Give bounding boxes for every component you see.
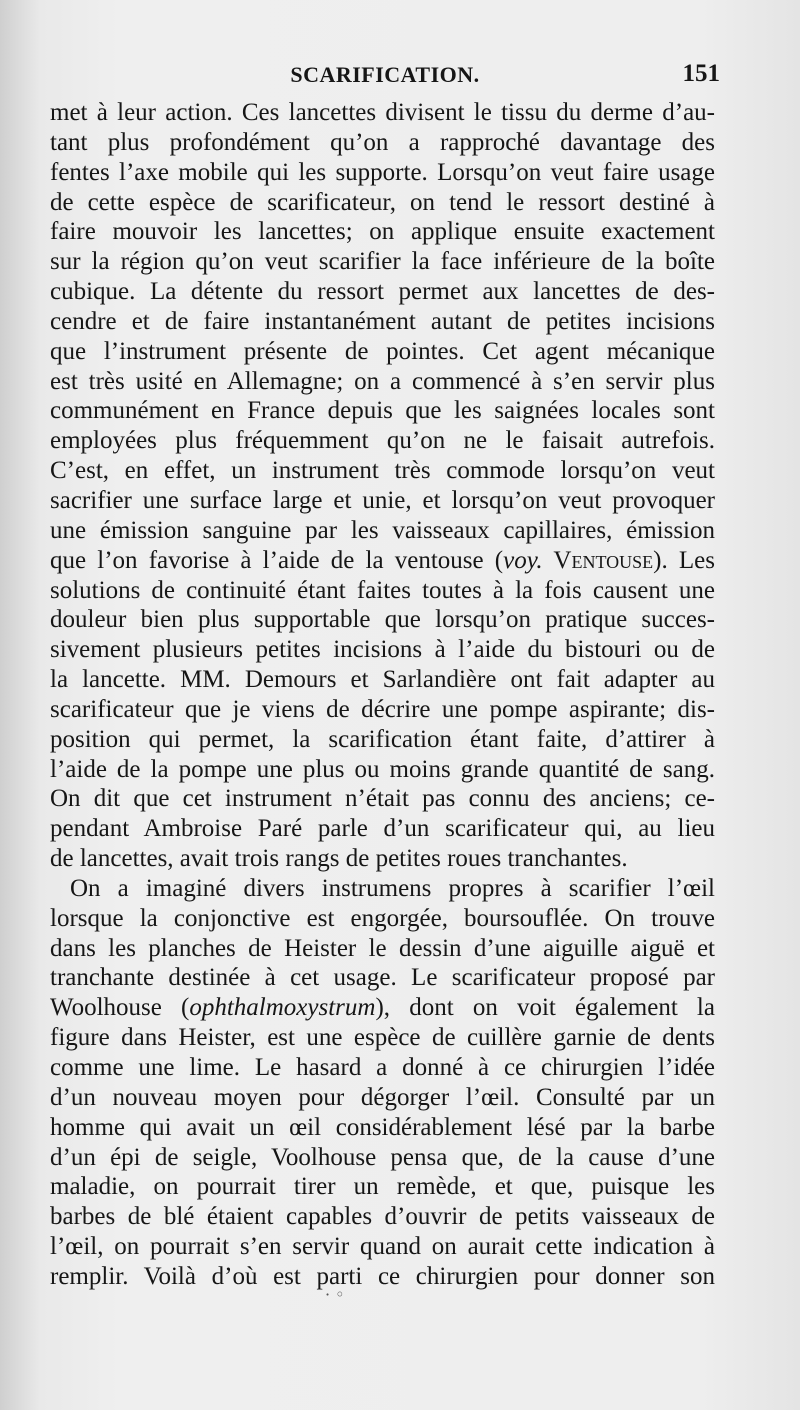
text-line: une émission sanguine par les vaisseaux capillaires, émission [50,516,715,544]
text-line: On a imaginé divers instrumens propres à scarifier l’œil [70,874,715,902]
text-line: maladie, on pourrait tirer un remède, et que, puisque les [50,1173,715,1201]
text-line: employées plus fréquemment qu’on ne le faisait autrefois. [50,427,715,455]
text-line: l’œil, on pourrait s’en servir quand on aurait cette indication à [50,1233,715,1261]
text-line [50,993,715,1023]
ink-specks: · ◦ [325,1285,345,1304]
running-head [50,62,720,90]
text-line: est très usité en Allemagne; on a commencé à s’en servir plus [50,367,715,395]
text-line: de lancettes, avait trois rangs de petites roues tranchantes. [50,845,628,873]
text-line: communément en France depuis que les saignées locales sont [50,397,715,425]
text-line: tant plus profondément qu’on a rapproché davantage des [50,128,715,156]
text-line: C’est, en effet, un instrument très commode lorsqu’on veut [50,457,715,485]
text-line: On dit que cet instrument n’était pas connu des anciens; ce- [50,785,715,813]
text-line: position qui permet, la scarification étant faite, d’attirer à [50,725,715,753]
text-line: comme une lime. Le hasard a donné à ce chirurgien l’idée [50,1054,715,1081]
body-text [50,98,715,1292]
text-line: sur la région qu’on veut scarifier la face inférieure de la boîte [50,248,715,276]
text-run: ), dont on voit également la [375,994,715,1022]
text-line: la lancette. MM. Demours et Sarlandière ont fait adapter au [50,666,715,694]
cross-reference: Ventouse [542,546,654,574]
text-line: solutions de continuité étant faites toutes à la fois causent une [50,576,715,604]
running-title: SCARIFICATION. [290,62,480,87]
italic-abbreviation: voy. [503,546,543,574]
text-line: tranchante destinée à cet usage. Le scarificateur proposé par [50,964,715,992]
text-line: met à leur action. Ces lancettes divisent le tissu du derme d’au- [50,99,715,126]
text-line: l’aide de la pompe une plus ou moins grande quantité de sang. [50,755,715,783]
text-line: dans les planches de Heister le dessin d’une aiguille aiguë et [50,934,715,962]
page-number: 151 [682,60,720,87]
text-line: barbes de blé étaient capables d’ouvrir de petits vaisseaux de [50,1203,715,1231]
text-line [50,546,715,576]
text-line: pendant Ambroise Paré parle d’un scarificateur qui, au lieu [50,815,715,843]
text-run: Woolhouse ( [50,994,190,1022]
text-line: figure dans Heister, est une espèce de cuillère garnie de dents [50,1024,715,1052]
text-line: cendre et de faire instantanément autant de petites incisions [50,307,715,335]
text-line: scarificateur que je viens de décrire une pompe aspirante; dis- [50,695,715,723]
text-line: remplir. Voilà d’où est parti ce chirurgien pour donner son [50,1262,715,1290]
text-line: homme qui avait un œil considérablement lésé par la barbe [50,1113,715,1141]
text-line: sacrifier une surface large et unie, et lorsqu’on veut provoquer [50,486,715,514]
text-line: lorsque la conjonctive est engorgée, boursouflée. On trouve [50,904,715,932]
text-line: fentes l’axe mobile qui les supporte. Lorsqu’on veut faire usage [50,158,715,186]
text-line: faire mouvoir les lancettes; on applique ensuite exactement [50,218,715,246]
text-line: douleur bien plus supportable que lorsqu’on pratique succes- [50,606,715,634]
text-run: que l’on favorise à l’aide de la ventouse ( [50,546,504,574]
italic-term: ophthalmoxystrum [189,994,376,1022]
text-line: d’un nouveau moyen pour dégorger l’œil. Consulté par un [50,1083,715,1111]
text-line: que l’instrument présente de pointes. Cet agent mécanique [50,337,715,365]
text-line: d’un épi de seigle, Voolhouse pensa que, de la cause d’une [50,1143,715,1171]
text-line: de cette espèce de scarificateur, on tend le ressort destiné à [50,188,715,216]
text-run: ). Les [653,546,715,574]
text-line: sivement plusieurs petites incisions à l’aide du bistouri ou de [50,636,715,664]
text-line: cubique. La détente du ressort permet aux lancettes de des- [50,278,715,306]
